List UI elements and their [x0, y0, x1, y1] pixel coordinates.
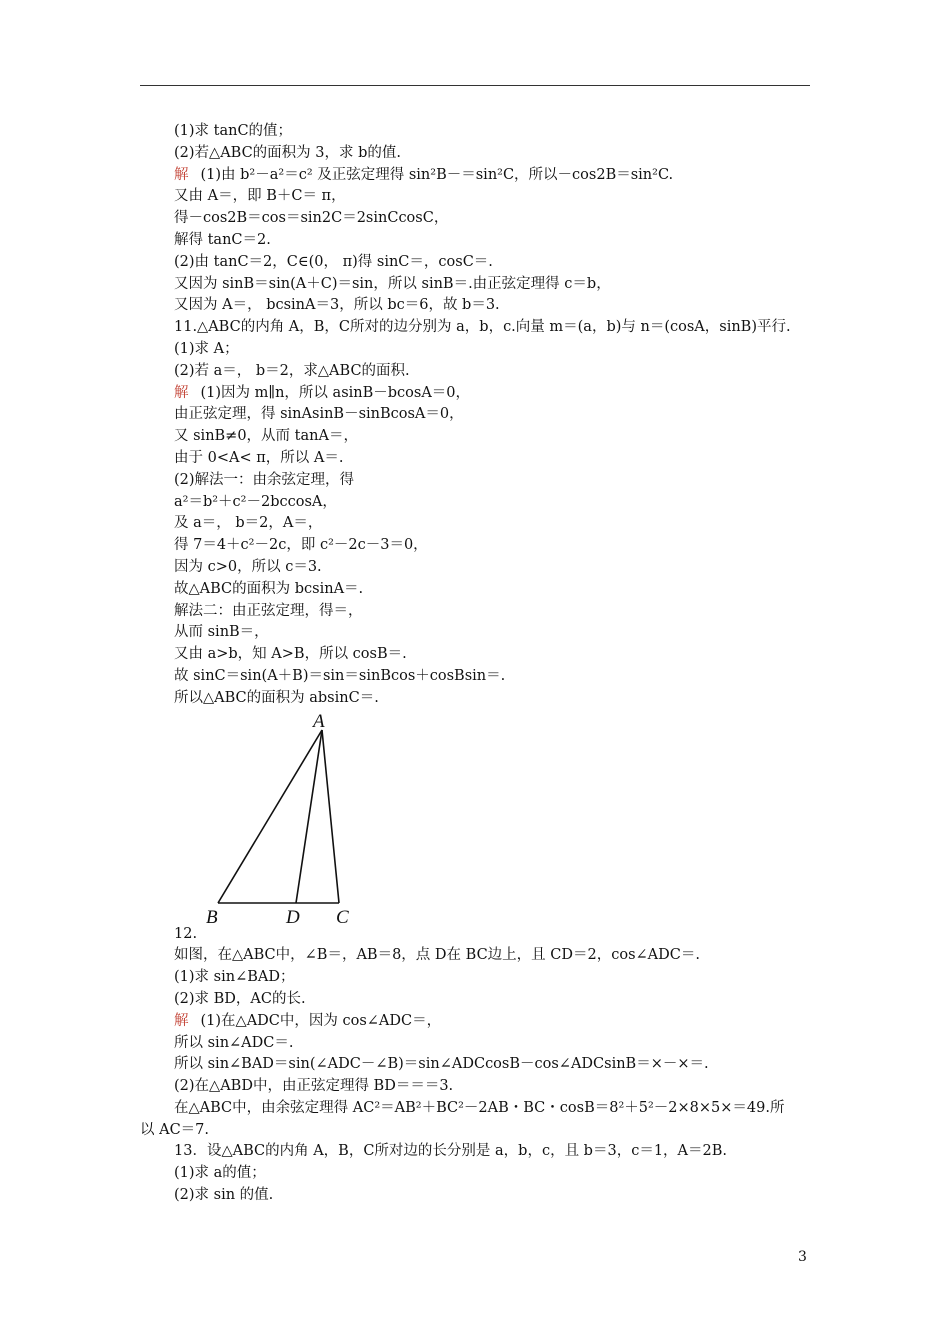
segment-AD: [296, 730, 322, 903]
text-line: [140, 1141, 812, 1163]
text-line: [140, 1120, 812, 1142]
vertex-label-A: A: [313, 710, 325, 732]
solution-label: 解: [174, 1012, 189, 1029]
triangle-figure: [198, 710, 812, 924]
text-line: [140, 143, 812, 165]
text-line: [140, 644, 812, 666]
line-text: 及 a＝， b＝2，A＝，: [174, 515, 323, 532]
line-text: 又 sinB≠0，从而 tanA＝，: [174, 428, 358, 445]
solution-label: 解: [174, 384, 189, 401]
text-line: [140, 121, 812, 143]
text-line: [140, 448, 812, 470]
line-text: 得－cos2B＝cos＝sin2C＝2sinCcosC，: [174, 210, 449, 227]
line-text: 从而 sinB＝，: [174, 624, 269, 641]
line-text: 又由 a>b，知 A>B，所以 cosB＝.: [174, 646, 407, 663]
text-line: [140, 252, 812, 274]
line-text: 又由 A＝，即 B＋C＝ π，: [174, 188, 346, 205]
text-line: [140, 579, 812, 601]
side-AC: [322, 730, 339, 903]
text-line: [140, 317, 812, 339]
text-line: [140, 1163, 812, 1185]
line-text: 故 sinC＝sin(A＋B)＝sin＝sinBcos＋cosBsin＝.: [174, 667, 506, 684]
text-line: [140, 1033, 812, 1055]
text-block-a: [140, 121, 812, 710]
text-block-b: [140, 924, 812, 1207]
line-text: 解得 tanC＝2.: [174, 231, 271, 248]
line-text: (2)若△ABC的面积为 3，求 b的值.: [174, 144, 402, 161]
line-text: 13．设△ABC的内角 A，B，C所对边的长分别是 a，b，c，且 b＝3，c＝1，A＝2B.: [174, 1143, 728, 1160]
text-line: [140, 1185, 812, 1207]
text-line: [140, 924, 812, 946]
text-line: [140, 208, 812, 230]
line-text: (1)求 sin∠BAD；: [174, 969, 295, 986]
line-text: 得 7＝4＋c²－2c，即 c²－2c－3＝0，: [174, 537, 428, 554]
side-AB: [218, 730, 322, 903]
text-line: [140, 535, 812, 557]
text-line: [140, 688, 812, 710]
text-line: [140, 513, 812, 535]
line-text: (1)求 A；: [174, 340, 239, 357]
vertex-label-B: B: [206, 906, 218, 924]
line-text: 又因为 sinB＝sin(A＋C)＝sin，所以 sinB＝.由正弦定理得 c＝b，: [174, 275, 611, 292]
text-line: [140, 361, 812, 383]
text-line: [140, 383, 812, 405]
text-line: [140, 1054, 812, 1076]
line-text: (2)解法一：由余弦定理，得: [174, 471, 355, 488]
text-line: [140, 666, 812, 688]
line-text: 所以△ABC的面积为 absinC＝.: [174, 689, 379, 706]
line-text: (2)求 BD，AC的长.: [174, 990, 306, 1007]
line-text: 由正弦定理，得 sinAsinB－sinBcosA＝0，: [174, 406, 464, 423]
text-line: [140, 989, 812, 1011]
line-text: 解法二：由正弦定理，得＝，: [174, 602, 363, 619]
vertex-label-D: D: [286, 906, 300, 924]
text-line: [140, 1076, 812, 1098]
text-line: [140, 492, 812, 514]
line-text: (1)因为 m∥n，所以 asinB－bcosA＝0，: [200, 384, 471, 401]
text-line: [140, 557, 812, 579]
line-text: 又因为 A＝， bcsinA＝3，所以 bc＝6，故 b＝3.: [174, 297, 500, 314]
text-line: [140, 945, 812, 967]
solution-label: 解: [174, 166, 189, 183]
text-line: [140, 165, 812, 187]
text-line: [140, 470, 812, 492]
line-text: 以 AC＝7.: [140, 1121, 210, 1138]
vertex-label-C: C: [336, 906, 349, 924]
line-text: 由于 0<A< π，所以 A＝.: [174, 449, 344, 466]
line-text: 所以 sin∠ADC＝.: [174, 1034, 294, 1051]
text-line: [140, 230, 812, 252]
line-text: (2)若 a＝， b＝2，求△ABC的面积.: [174, 362, 410, 379]
text-line: [140, 426, 812, 448]
line-text: (1)在△ADC中，因为 cos∠ADC＝，: [200, 1012, 442, 1029]
line-text: (1)求 a的值；: [174, 1165, 266, 1182]
header-rule: [140, 85, 810, 86]
text-line: [140, 274, 812, 296]
triangle-diagram: [198, 710, 378, 924]
text-line: [140, 339, 812, 361]
page-number: 3: [798, 1249, 807, 1265]
page-content: [140, 121, 812, 1207]
line-text: 如图，在△ABC中，∠B＝，AB＝8，点 D在 BC边上，且 CD＝2，cos∠ADC＝.: [174, 947, 700, 964]
text-line: [140, 967, 812, 989]
line-text: 故△ABC的面积为 bcsinA＝.: [174, 580, 364, 597]
text-line: [140, 622, 812, 644]
line-text: 12.: [174, 925, 198, 942]
text-line: [140, 601, 812, 623]
line-text: (2)由 tanC＝2，C∈(0， π)得 sinC＝，cosC＝.: [174, 253, 493, 270]
text-line: [140, 404, 812, 426]
line-text: a²＝b²＋c²－2bccosA，: [174, 493, 337, 510]
line-text: 所以 sin∠BAD＝sin(∠ADC－∠B)＝sin∠ADCcosB－cos∠ADCsinB＝×－×＝.: [174, 1056, 709, 1073]
line-text: (1)由 b²－a²＝c² 及正弦定理得 sin²B－＝sin²C，所以－cos2B＝sin²C.: [200, 166, 674, 183]
line-text: (1)求 tanC的值；: [174, 123, 293, 139]
text-line: [140, 186, 812, 208]
line-text: (2)求 sin 的值.: [174, 1187, 274, 1204]
line-text: 因为 c>0，所以 c＝3.: [174, 558, 322, 575]
text-line: [140, 1098, 812, 1120]
line-text: 在△ABC中，由余弦定理得 AC²＝AB²＋BC²－2AB・BC・cosB＝8²＋5²－2×8×5×＝49.所: [174, 1099, 785, 1116]
text-line: [140, 1011, 812, 1033]
line-text: (2)在△ABD中，由正弦定理得 BD＝＝＝3.: [174, 1078, 454, 1095]
text-line: [140, 295, 812, 317]
line-text: 11.△ABC的内角 A，B，C所对的边分别为 a，b，c.向量 m＝(a，b)与 n＝(cosA，sinB)平行.: [174, 319, 791, 336]
